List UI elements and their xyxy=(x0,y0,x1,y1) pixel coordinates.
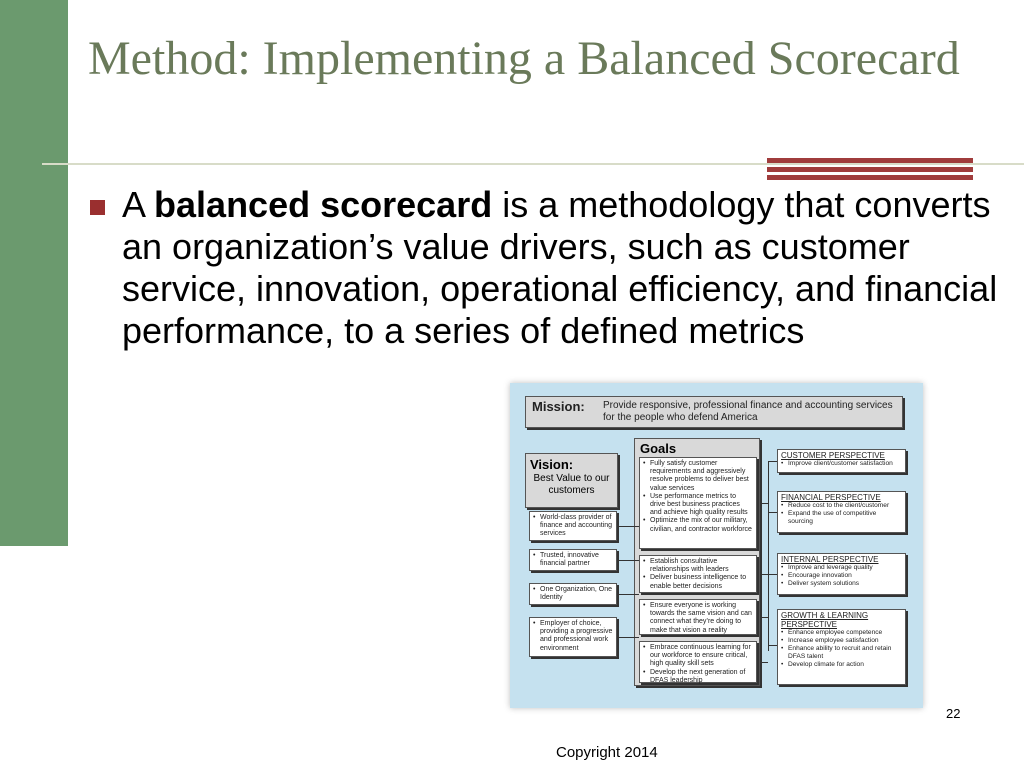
mission-text: Provide responsive, professional finance and accounting services for the people who defend America xyxy=(603,400,893,423)
perspective-title: CUSTOMER PERSPECTIVE xyxy=(781,451,885,460)
goal-text: Embrace continuous learning for our workforce to ensure critical, high quality skill sets xyxy=(650,644,751,668)
customer-perspective-box: CUSTOMER PERSPECTIVE • Improve client/customer satisfaction xyxy=(777,449,906,473)
vision-item: • One Organization, One Identity xyxy=(529,583,617,605)
goal-text: Fully satisfy customer requirements and aggressively resolve problems to deliver best value services xyxy=(650,460,749,492)
goals-group: • Fully satisfy customer requirements and aggressively resolve problems to deliver best value services • Use performance metrics to drive best business practices and achieve high quality results • Optimize the mix of our military, civilian, and contractor workforce xyxy=(639,457,757,549)
bullet-prefix: A xyxy=(122,184,155,225)
bullet-text xyxy=(122,184,1002,352)
slide-title: Method: Implementing a Balanced Scorecard xyxy=(88,32,960,85)
goal-text: Establish consultative relationships with leaders xyxy=(650,558,729,574)
bullet-marker xyxy=(90,200,105,215)
perspective-item: Reduce cost to the client/customer xyxy=(788,502,890,509)
vision-item: • Employer of choice, providing a progressive and professional work environment xyxy=(529,617,617,657)
perspective-item: Encourage innovation xyxy=(788,572,852,579)
goal-text: Optimize the mix of our military, civilian, and contractor workforce xyxy=(650,517,752,533)
connector-line xyxy=(618,560,639,561)
bullet-rest: is a methodology that converts an organization’s value drivers, such as customer service, innovation, operational efficiency, and financial performance, to a series of defined metrics xyxy=(122,184,998,351)
perspective-item: Improve and leverage quality xyxy=(788,564,873,571)
perspective-item: Increase employee satisfaction xyxy=(788,637,879,644)
perspective-item: Deliver system solutions xyxy=(788,580,860,587)
connector-line xyxy=(618,594,639,595)
perspective-item: Expand the use of competitive sourcing xyxy=(788,510,877,525)
perspective-title: GROWTH & LEARNING PERSPECTIVE xyxy=(781,611,869,629)
connector-line xyxy=(618,637,639,638)
goal-text: Develop the next generation of DFAS leadership xyxy=(650,668,746,684)
vision-item-text: One Organization, One Identity xyxy=(540,586,612,602)
goals-group: • Establish consultative relationships with leaders • Deliver business intelligence to enable better decisions xyxy=(639,555,757,593)
perspective-item: Enhance employee competence xyxy=(788,629,883,636)
vision-item-text: Employer of choice, providing a progressive and professional work environment xyxy=(540,620,613,652)
connector-line xyxy=(768,461,769,651)
connector-line xyxy=(768,645,777,646)
vision-item: • World-class provider of finance and accounting services xyxy=(529,511,617,541)
connector-line xyxy=(618,526,639,527)
growth-learning-perspective-box: GROWTH & LEARNING PERSPECTIVE • Enhance employee competence • Increase employee satisfaction • Enhance ability to recruit and retain DFAS talent • Develop climate for action xyxy=(777,609,906,685)
title-divider xyxy=(42,163,1024,165)
connector-line xyxy=(768,512,777,513)
goals-label: Goals xyxy=(640,441,677,456)
connector-line xyxy=(768,461,777,462)
bullet-bold-term: balanced scorecard xyxy=(154,184,493,225)
vision-subtitle: Best Value to our customers xyxy=(533,473,610,496)
perspective-item: Develop climate for action xyxy=(788,661,864,668)
accent-rule-middle xyxy=(767,167,973,172)
accent-rule-top xyxy=(767,158,973,163)
perspective-title: INTERNAL PERSPECTIVE xyxy=(781,555,879,564)
vision-item-text: Trusted, innovative financial partner xyxy=(540,552,599,568)
goal-text: Deliver business intelligence to enable better decisions xyxy=(650,574,747,590)
goals-group: • Embrace continuous learning for our workforce to ensure critical, high quality skill sets • Develop the next generation of DFAS leadership xyxy=(639,641,757,683)
left-accent-bar xyxy=(0,0,68,546)
vision-item-text: World-class provider of finance and accounting services xyxy=(540,514,612,538)
vision-header xyxy=(525,453,618,508)
copyright-footer: Copyright 2014 xyxy=(556,744,658,761)
internal-perspective-box: INTERNAL PERSPECTIVE • Improve and leverage quality • Encourage innovation • Deliver system solutions xyxy=(777,553,906,595)
connector-line xyxy=(760,662,768,663)
vision-label: Vision: xyxy=(530,457,574,472)
accent-rule-bottom xyxy=(767,175,973,180)
financial-perspective-box: FINANCIAL PERSPECTIVE • Reduce cost to the client/customer • Expand the use of competitive sourcing xyxy=(777,491,906,533)
goal-text: Use performance metrics to drive best business practices and achieve high quality results xyxy=(650,492,748,517)
connector-line xyxy=(760,617,768,618)
vision-item: • Trusted, innovative financial partner xyxy=(529,549,617,571)
connector-line xyxy=(768,574,777,575)
perspective-title: FINANCIAL PERSPECTIVE xyxy=(781,493,881,502)
mission-box xyxy=(525,396,903,428)
perspective-item: Enhance ability to recruit and retain DFAS talent xyxy=(788,645,892,660)
balanced-scorecard-diagram xyxy=(510,383,923,708)
connector-line xyxy=(760,503,768,504)
perspective-item: Improve client/customer satisfaction xyxy=(788,460,893,467)
connector-line xyxy=(760,574,768,575)
slide-number: 22 xyxy=(946,706,961,721)
mission-label: Mission: xyxy=(532,399,585,414)
goal-text: Ensure everyone is working towards the same vision and can connect what they’re doing to make that vision a reality xyxy=(650,602,752,634)
goals-group: • Ensure everyone is working towards the same vision and can connect what they’re doing to make that vision a reality xyxy=(639,599,757,635)
